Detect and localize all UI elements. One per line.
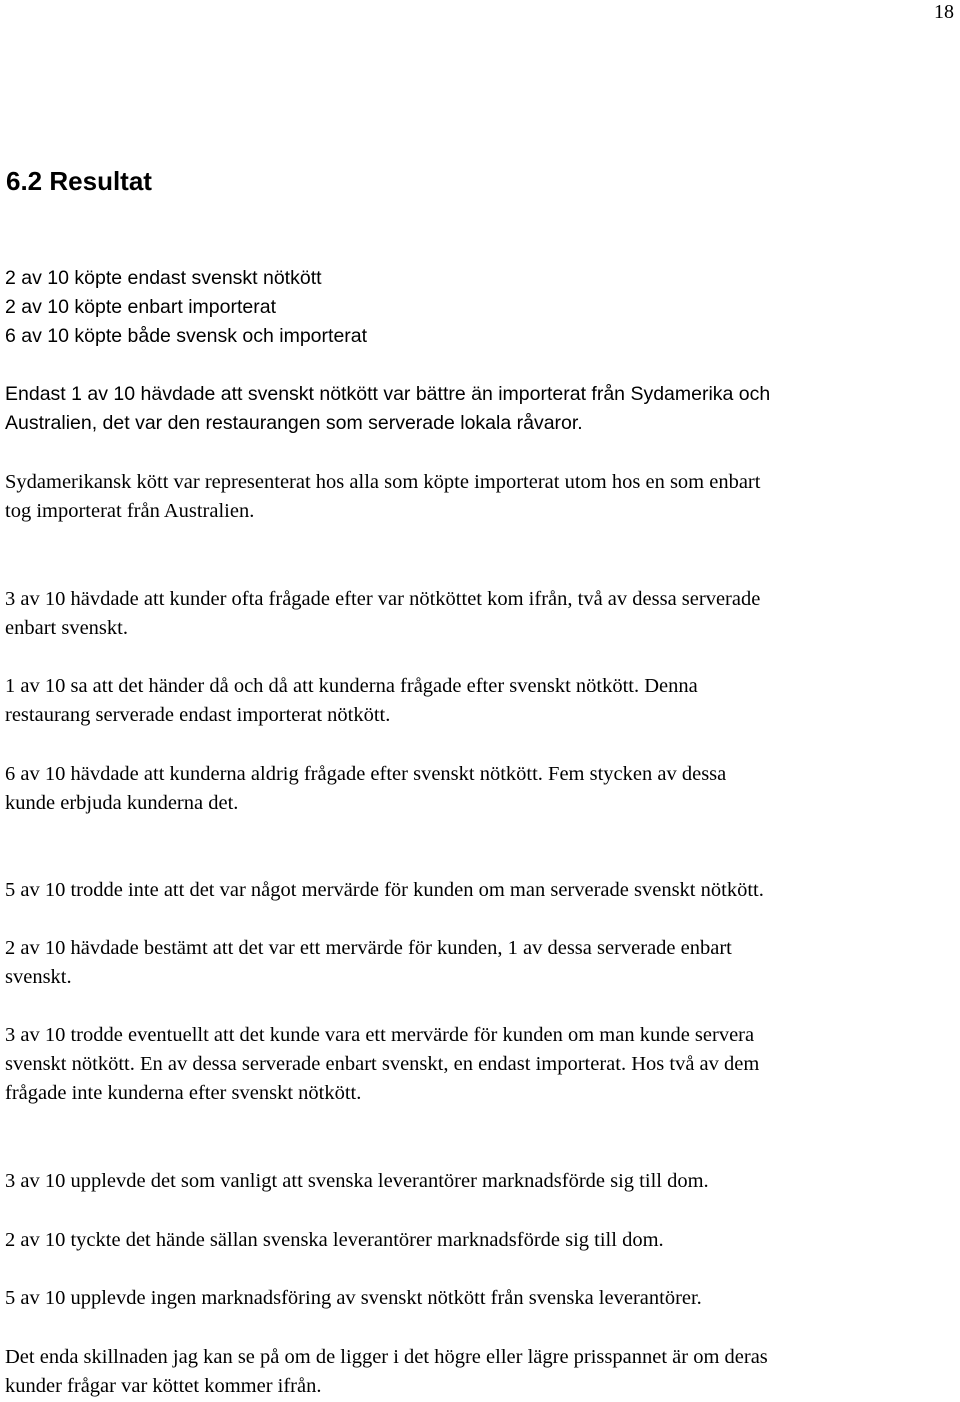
paragraph-line: 3 av 10 hävdade att kunder ofta frågade efter var nötköttet kom ifrån, två av dessa serverade [5, 588, 761, 610]
paragraph-line: restaurang serverade endast importerat nötkött. [5, 704, 391, 726]
paragraph-line: 1 av 10 sa att det händer då och då att kunderna frågade efter svenskt nötkött. Denna [5, 675, 698, 697]
paragraph-line: kunde erbjuda kunderna det. [5, 792, 239, 814]
paragraph-origin [5, 468, 955, 526]
paragraph-possible-added-value [5, 1021, 955, 1108]
paragraph-line: Australien, det var den restaurangen som serverade lokala råvaror. [5, 412, 583, 434]
paragraph-line: 6 av 10 hävdade att kunderna aldrig frågade efter svenskt nötkött. Fem stycken av dessa [5, 763, 727, 785]
paragraph-customers-never-ask [5, 760, 955, 818]
paragraph-line: 5 av 10 upplevde ingen marknadsföring av svenskt nötkött från svenska leverantörer. [5, 1287, 702, 1309]
paragraph-line: 5 av 10 trodde inte att det var något mervärde för kunden om man serverade svenskt nötkött. [5, 879, 764, 901]
paragraph-marketing-none [5, 1284, 955, 1313]
paragraph-line: tog importerat från Australien. [5, 500, 255, 522]
paragraph-added-value [5, 934, 955, 992]
paragraph-line: Endast 1 av 10 hävdade att svenskt nötkött var bättre än importerat från Sydamerika och [5, 383, 771, 405]
paragraph-line: 3 av 10 trodde eventuellt att det kunde vara ett mervärde för kunden om man kunde servera [5, 1024, 755, 1046]
paragraph-line: 2 av 10 köpte endast svenskt nötkött [5, 267, 322, 289]
paragraph-line: frågade inte kunderna efter svenskt nötkött. [5, 1082, 362, 1104]
paragraph-purchase-summary [5, 264, 955, 351]
paragraph-line: kunder frågar var köttet kommer ifrån. [5, 1375, 322, 1397]
paragraph-line: svenskt. [5, 966, 72, 988]
paragraph-customers-ask-often [5, 585, 955, 643]
paragraph-marketing-rare [5, 1226, 955, 1255]
paragraph-line: 2 av 10 köpte enbart importerat [5, 296, 276, 318]
section-heading: 6.2 Resultat [6, 166, 152, 196]
paragraph-quality-claim [5, 380, 955, 438]
paragraph-line: svenskt nötkött. En av dessa serverade enbart svenskt, en endast importerat. Hos två av dem [5, 1053, 760, 1075]
paragraph-line: 2 av 10 tyckte det hände sällan svenska leverantörer marknadsförde sig till dom. [5, 1229, 664, 1251]
paragraph-line: Sydamerikansk kött var representerat hos alla som köpte importerat utom hos en som enbart [5, 471, 761, 493]
paragraph-customers-ask-sometimes [5, 672, 955, 730]
paragraph-line: 6 av 10 köpte både svensk och importerat [5, 325, 368, 347]
page-number: 18 [934, 1, 954, 23]
paragraph-line: 2 av 10 hävdade bestämt att det var ett mervärde för kunden, 1 av dessa serverade enbart [5, 937, 732, 959]
paragraph-line: 3 av 10 upplevde det som vanligt att svenska leverantörer marknadsförde sig till dom. [5, 1170, 709, 1192]
paragraph-line: Det enda skillnaden jag kan se på om de ligger i det högre eller lägre prisspannet är om deras [5, 1346, 768, 1368]
paragraph-no-added-value [5, 876, 955, 905]
paragraph-conclusion [5, 1343, 955, 1401]
paragraph-marketing-common [5, 1167, 955, 1196]
paragraph-line: enbart svenskt. [5, 617, 128, 639]
